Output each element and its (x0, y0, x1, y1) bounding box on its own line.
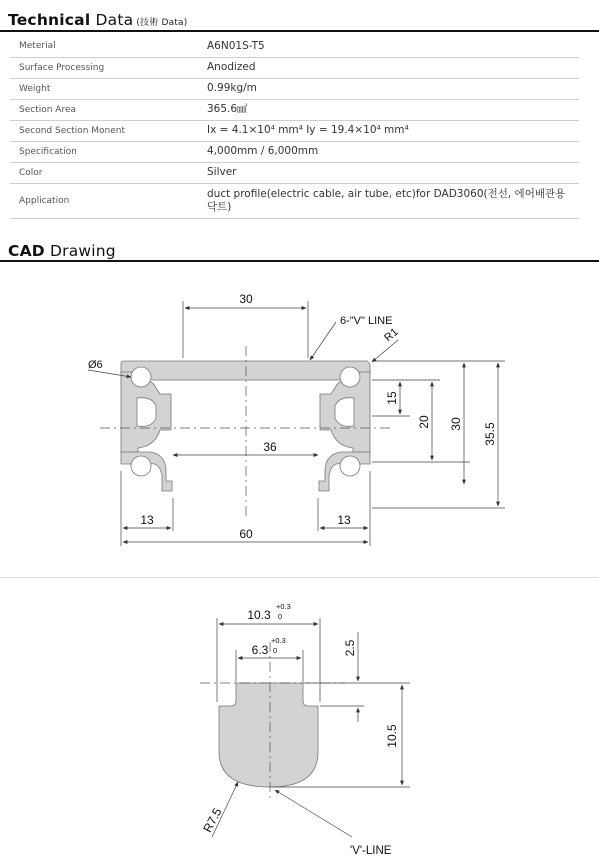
spec-value: 4,000mm / 6,000mm (197, 141, 579, 162)
cad-drawing-header (0, 236, 599, 266)
spec-value: duct profile(electric cable, air tube, etc)for DAD3060(전선, 에어배관용 닥트) (197, 183, 579, 218)
svg-text:+0.3: +0.3 (276, 602, 291, 611)
dim-side-left: 13 (140, 513, 154, 527)
dim-hole: Ø6 (88, 359, 103, 371)
table-row (10, 78, 579, 99)
dim-h20: 20 (417, 415, 431, 429)
slot-inner-width (252, 636, 286, 657)
svg-text:+0.3: +0.3 (271, 636, 286, 645)
slot-section (219, 683, 318, 787)
svg-text:0: 0 (278, 612, 283, 621)
dim-inner-width: 36 (263, 440, 277, 454)
spec-value: Anodized (197, 57, 579, 78)
svg-text:10.3: 10.3 (247, 608, 271, 622)
table-row (10, 120, 579, 141)
slot-drawing (0, 582, 599, 860)
technical-data-header (0, 0, 599, 36)
spec-value: Ix = 4.1×10⁴ mm⁴ Iy = 19.4×10⁴ mm⁴ (197, 120, 579, 141)
table-row (10, 57, 579, 78)
slot-depth-top: 2.5 (343, 639, 357, 657)
spec-value: Silver (197, 162, 579, 183)
svg-text:6.3: 6.3 (251, 643, 269, 657)
technical-data-rule (0, 30, 599, 32)
section-divider (0, 577, 599, 578)
dim-top-width: 30 (239, 292, 253, 306)
spec-value: 0.99kg/m (197, 78, 579, 99)
dim-h30: 30 (449, 417, 463, 431)
spec-label: Meterial (10, 36, 197, 57)
slot-depth: 10.5 (385, 724, 399, 748)
table-row (10, 99, 579, 120)
spec-label: Application (10, 183, 197, 218)
profile-drawing (0, 276, 599, 576)
dim-radius: R1 (382, 326, 401, 345)
spec-label: Section Area (10, 99, 197, 120)
table-row (10, 36, 579, 57)
cad-drawing-rule (0, 260, 599, 262)
spec-label: Second Section Monent (10, 120, 197, 141)
slot-radius: R7.5 (200, 805, 225, 835)
dim-total-width: 60 (239, 527, 253, 541)
slot-v-line: 'V'-LINE (350, 845, 392, 857)
dim-h35: 35.5 (483, 422, 497, 446)
spec-value: 365.6㎟ (197, 99, 579, 120)
table-row (10, 162, 579, 183)
spec-value: A6N01S-T5 (197, 36, 579, 57)
spec-label: Weight (10, 78, 197, 99)
spec-label: Specification (10, 141, 197, 162)
table-row (10, 141, 579, 162)
dim-v-line: 6-"V" LINE (340, 315, 393, 327)
cad-drawing-title: CAD Drawing (8, 242, 116, 260)
svg-text:0: 0 (273, 646, 278, 655)
spec-table (10, 36, 579, 219)
slot-outer-width (247, 602, 290, 622)
spec-label: Color (10, 162, 197, 183)
dim-h15: 15 (385, 391, 399, 405)
spec-label: Surface Processing (10, 57, 197, 78)
profile-section (121, 361, 370, 491)
table-row (10, 183, 579, 218)
dim-side-right: 13 (337, 513, 351, 527)
technical-data-title: Technical Data (技術 Data) (8, 11, 188, 29)
